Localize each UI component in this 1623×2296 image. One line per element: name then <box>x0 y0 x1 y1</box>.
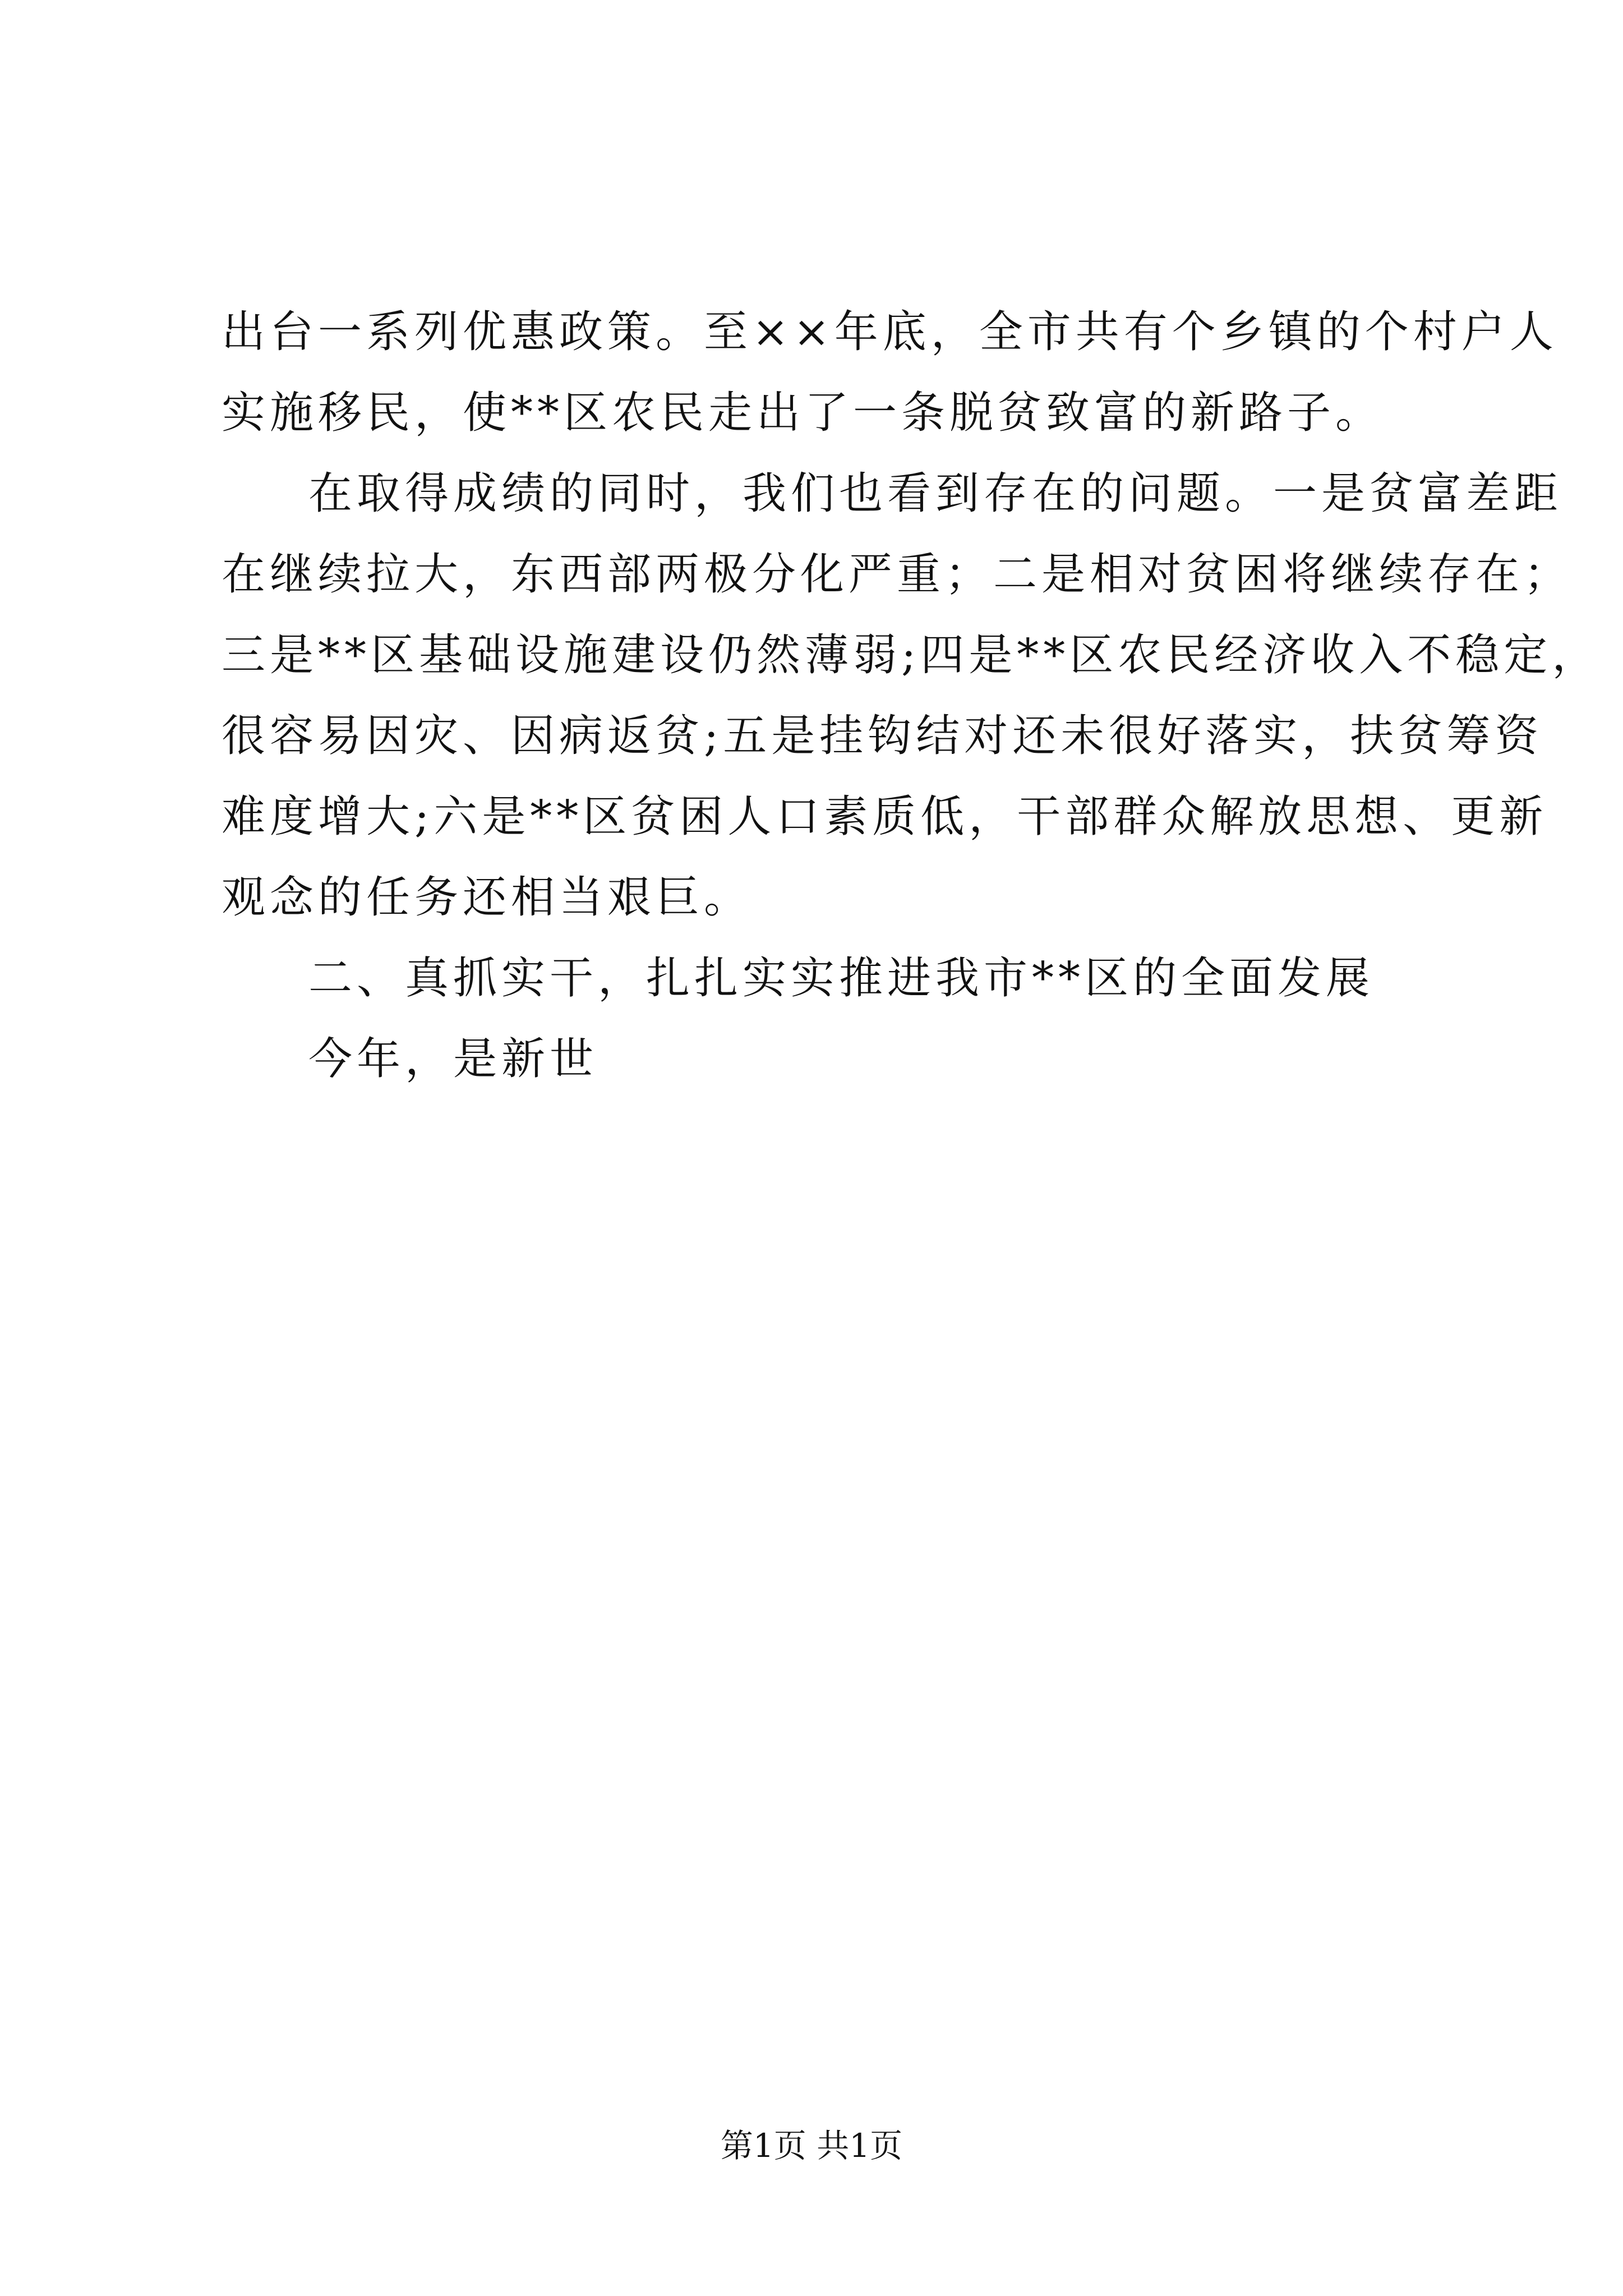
text-line: 难度增大;六是**区贫困人口素质低，干部群众解放思想、更新 <box>222 792 1548 842</box>
section-heading: 二、真抓实干，扎扎实实推进我市**区的全面发展 <box>308 953 1375 1004</box>
text-line: 很容易因灾、因病返贫;五是挂钩结对还未很好落实，扶贫筹资 <box>222 711 1543 761</box>
paragraph-start-line: 在取得成绩的同时，我们也看到存在的问题。一是贫富差距 <box>308 468 1563 519</box>
text-line: 三是**区基础设施建设仍然薄弱;四是**区农民经济收入不稳定， <box>222 630 1601 680</box>
text-line: 实施移民，使**区农民走出了一条脱贫致富的新路子。 <box>222 388 1384 438</box>
page-number-footer: 第1页 共1页 <box>720 2127 903 2165</box>
document-body <box>222 292 1601 1099</box>
text-line: 出台一系列优惠政策。至××年底，全市共有个乡镇的个村户人 <box>222 307 1558 357</box>
paragraph-start-line: 今年，是新世 <box>308 1034 598 1084</box>
text-line: 观念的任务还相当艰巨。 <box>222 872 753 923</box>
text-line: 在继续拉大，东西部两极分化严重；二是相对贫困将继续存在； <box>222 549 1573 600</box>
